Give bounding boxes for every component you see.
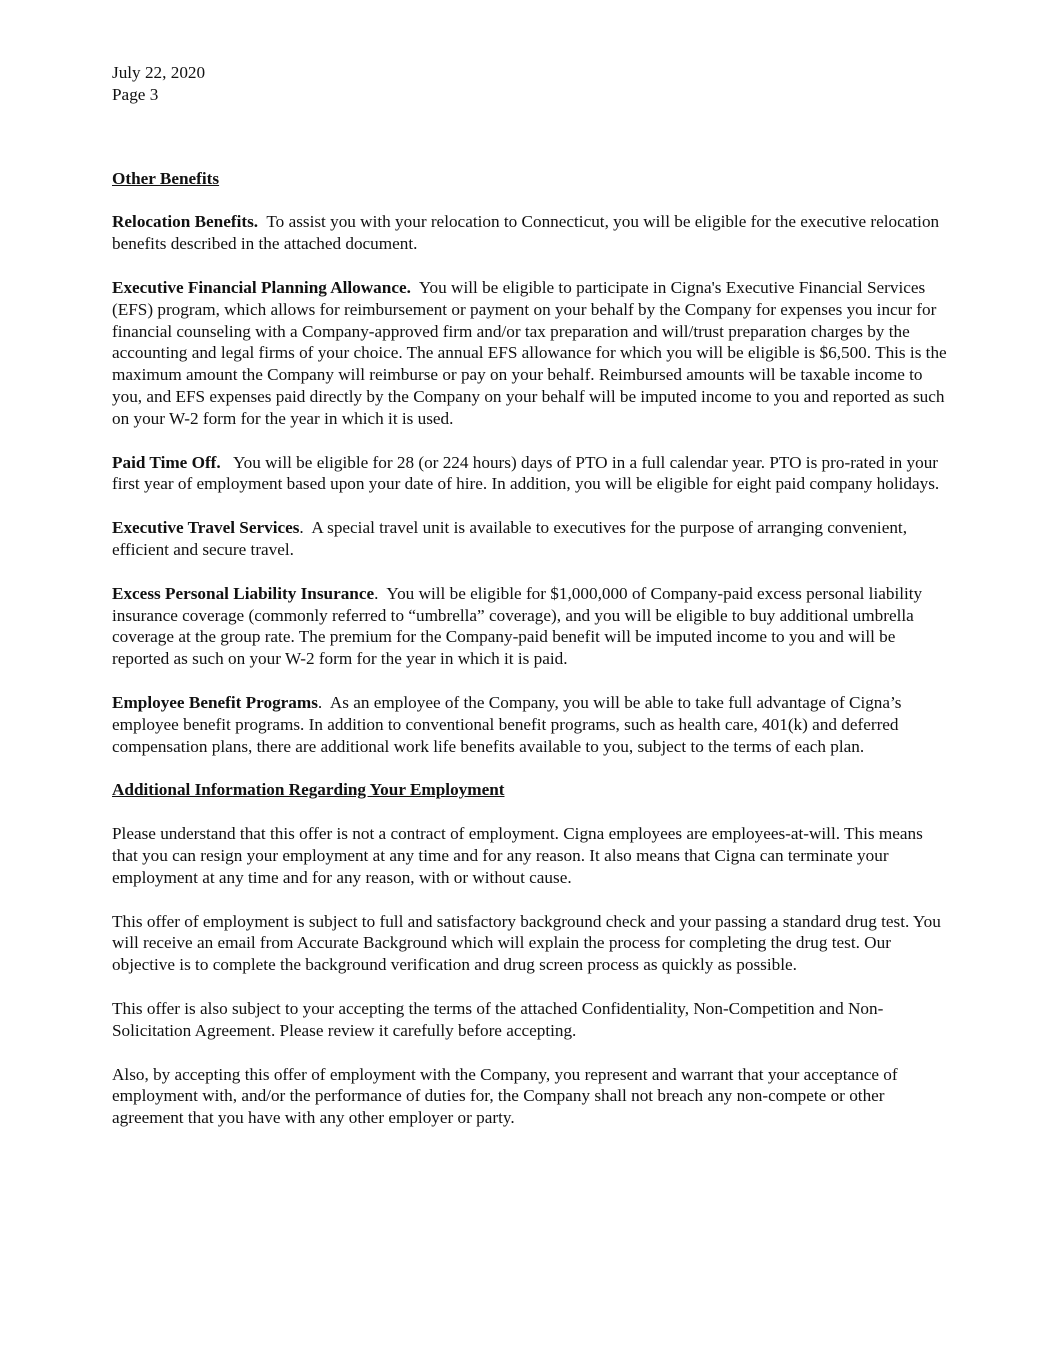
body-benefit-programs: As an employee of the Company, you will be able to take full advantage of Cigna’s employee benefit programs. In addition to conventional benefit programs, such as health care, 401(k) and deferred compensation plans, there are additional work life benefits available to you, subject to the terms of each plan. [112,692,902,756]
paragraph-representation: Also, by accepting this offer of employment with the Company, you represent and warrant that your acceptance of employment with, and/or the performance of duties for, the Company shall not breach any non-compete or other agreement that you have with any other employer or party. [112,1064,898,1128]
lead-pto: Paid Time Off. [112,452,221,472]
section-heading-other-benefits: Other Benefits [112,168,220,188]
body-financial-planning: You will be eligible to participate in Cigna's Executive Financial Services (EFS) program, which allows for reimbursement or payment on your behalf by the Company for expenses you incur for financial counseling with a Company-approved firm and/or tax preparation and will/trust preparation charges by the accounting and legal firms of your choice. The annual EFS allowance for which you will be eligible is $6,500. This is the maximum amount the Company will reimburse or pay on your behalf. Reimbursed amounts will be taxable income to you, and EFS expenses paid directly by the Company on your behalf will be imputed income to you and reported as such on your W-2 form for the year in which it is used. [112,277,947,428]
lead-travel: Executive Travel Services [112,518,300,538]
letter-date: July 22, 2020 [112,63,206,82]
lead-benefit-programs: Employee Benefit Programs [112,692,318,712]
letter-page [112,62,947,1129]
body-relocation: To assist you with your relocation to Connecticut, you will be eligible for the executive relocation benefits described in the attached document. [112,212,940,254]
paragraph-background-check: This offer of employment is subject to full and satisfactory background check and your passing a standard drug test. You will receive an email from Accurate Background which will explain the process for completing the drug test. Our objective is to complete the background verification and drug screen process as quickly as possible. [112,911,941,975]
lead-financial-planning: Executive Financial Planning Allowance. [112,277,411,297]
paragraph-pto [112,452,947,496]
paragraph-liability: Excess Personal Liability Insurance. You will be eligible for $1,000,000 of Company-paid excess personal liability insurance coverage (commonly referred to “umbrella” coverage), and you will be eligible to buy additional umbrella coverage at the group rate. The premium for the Company-paid benefit will be imputed income to you and will be reported as such on your W-2 form for the year in which it is paid. [112,583,923,669]
body-liability: You will be eligible for $1,000,000 of Company-paid excess personal liability insurance coverage (commonly referred to “umbrella” coverage), and you will be eligible to buy additional umbrella coverage at the group rate. The premium for the Company-paid benefit will be imputed income to you and will be reported as such on your W-2 form for the year in which it is paid. [112,583,923,669]
paragraph-benefit-programs: Employee Benefit Programs. As an employee of the Company, you will be able to take full advantage of Cigna’s employee benefit programs. In addition to conventional benefit programs, such as health care, 401(k) and deferred compensation plans, there are additional work life benefits available to you, subject to the terms of each plan. [112,692,902,756]
paragraph-confidentiality: This offer is also subject to your accepting the terms of the attached Confidentiality, Non-Competition and Non-Solicitation Agreement. Please review it carefully before accepting. [112,998,884,1040]
body-travel: A special travel unit is available to executives for the purpose of arranging convenient, efficient and secure travel. [112,518,908,559]
lead-liability: Excess Personal Liability Insurance [112,583,375,603]
body-pto: You will be eligible for 28 (or 224 hours) days of PTO in a full calendar year. PTO is pro-rated in your first year of employment based upon your date of hire. In addition, you will be eligible for eight paid company holidays. [112,452,940,494]
lead-relocation: Relocation Benefits. [112,212,259,232]
section-heading-additional-info: Additional Information Regarding Your Employment [112,780,505,800]
paragraph-at-will: Please understand that this offer is not a contract of employment. Cigna employees are employees-at-will. This means that you can resign your employment at any time and for any reason. It also means that Cigna can terminate your employment at any time and for any reason, with or without cause. [112,824,923,887]
page-number: Page 3 [112,84,159,104]
paragraph-travel: Executive Travel Services. A special travel unit is available to executives for the purpose of arranging convenient, efficient and secure travel. [112,518,908,559]
paragraph-financial-planning [112,277,947,430]
paragraph-relocation [112,211,947,255]
